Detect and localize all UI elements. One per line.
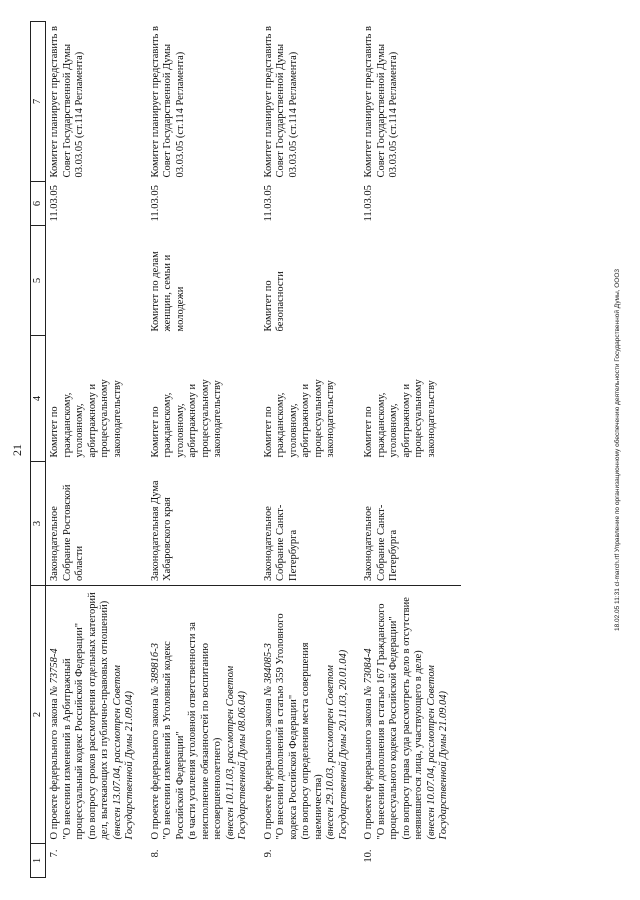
co-committee [360,226,461,336]
bill-cell [46,586,147,844]
bill-note: (по вопросу определения места совершения наемничества) [300,642,324,840]
bill-number: № 38981б-3 [149,643,161,696]
row-number: 9. [262,849,274,858]
bill-title: "О внесении изменений в Уголовный кодекс Российской Федерации" [162,641,186,840]
co-committee [46,226,147,336]
table-row [260,22,361,878]
bill-title-prefix: О проекте федерального закона [262,695,274,840]
responsible-committee: Комитет по гражданскому, уголовному, арбитражному и процессуальному законодательству [149,379,223,458]
bill-title: "О внесении дополнения в статью 167 Гражданского процессуального кодекса Российской Федерации" [375,603,399,840]
responsible-committee: Комитет по гражданскому, уголовному, арбитражному и процессуальному законодательству [363,379,437,458]
column-header-4: 4 [31,336,46,462]
row-number: 8. [149,849,161,858]
bill-title-prefix: О проекте федерального закона [363,695,374,840]
page-footer: 18.02.05 11:31 cl-march.rtf Управление по организационному обеспечению деятельности Государственной Думы, ООО3 [614,268,621,632]
date: 11.03.05 [49,185,60,222]
column-header-2: 2 [31,586,46,844]
plan-note: Комитет планирует представить в Совет Государственной Думы 03.03.05 (ст.114 Регламента) [363,26,399,178]
column-header-5: 5 [31,226,46,336]
bill-title: "О внесении изменений в Арбитражный процессуальный кодекс Российской Федерации" [61,622,85,840]
plan-note: Комитет планирует представить в Совет Государственной Думы 03.03.05 (ст.114 Регламента) [49,26,85,178]
co-committee: Комитет по безопасности [262,271,286,332]
bill-title: "О внесении дополнений в статью 359 Уголовного кодекса Российской Федерации" [275,613,299,840]
co-committee: Комитет по делам женщин, семьи и молодежи [149,251,186,332]
bill-note: (по вопросу сроков рассмотрения отдельных категорий дел, вытекающих из публично-правовых отношений) [86,592,110,840]
agenda-table [30,21,461,878]
responsible-committee: Комитет по гражданскому, уголовному, арбитражному и процессуальному законодательству [49,379,123,458]
row-number: 10. [363,849,374,863]
bill-status: (внесен 13.07.04, рассмотрен Советом Государственной Думы 21.09.04) [111,665,135,840]
bill-number: № 384085-3 [262,643,274,696]
bill-cell [147,586,260,844]
initiator: Законодательное Собрание Санкт-Петербурга [363,504,399,581]
date: 11.03.05 [149,185,161,222]
row-number: 7. [49,849,60,858]
column-header-7: 7 [31,22,46,182]
initiator: Законодательное Собрание Ростовской области [49,484,85,581]
bill-title-prefix: О проекте федерального закона [49,695,60,840]
date: 11.03.05 [363,185,374,222]
bill-title-prefix: О проекте федерального закона [149,695,161,840]
table-row [147,22,260,878]
bill-note: (по вопросу права суда рассмотреть дело в отсутствие неявившегося лица, участвующего в деле) [400,597,424,840]
date: 11.03.05 [262,185,274,222]
bill-cell [260,586,361,844]
bill-status: (внесен 29.10.03, рассмотрен Советом Государственной Думы 20.11.03, 20.01.04) [325,649,349,840]
column-header-3: 3 [31,462,46,586]
page-number: 21 [10,444,24,456]
bill-status: (внесен 10.07.04, рассмотрен Советом Государственной Думы 21.09.04) [425,665,449,840]
table-row [360,22,461,878]
bill-cell [360,586,461,844]
responsible-committee: Комитет по гражданскому, уголовному, арбитражному и процессуальному законодательству [262,379,336,458]
header-row [31,22,46,878]
bill-number: № 73084-4 [363,648,374,696]
bill-status: (внесен 10.11.03, рассмотрен Советом Государственной Думы 08.06.04) [224,665,248,840]
initiator: Законодательная Дума Хабаровского края [149,480,173,581]
initiator: Законодательное Собрание Санкт-Петербурга [262,504,299,581]
table-row [46,22,147,878]
bill-number: № 73758-4 [49,648,60,696]
column-header-6: 6 [31,182,46,226]
plan-note: Комитет планирует представить в Совет Государственной Думы 03.03.05 (ст.114 Регламента) [262,26,299,178]
plan-note: Комитет планирует представить в Совет Государственной Думы 03.03.05 (ст.114 Регламента) [149,26,186,178]
bill-note: (в части усиления уголовной ответственности за неисполнение обязанностей по воспитанию несовершеннолетнего) [187,622,223,840]
column-header-1: 1 [31,844,46,878]
